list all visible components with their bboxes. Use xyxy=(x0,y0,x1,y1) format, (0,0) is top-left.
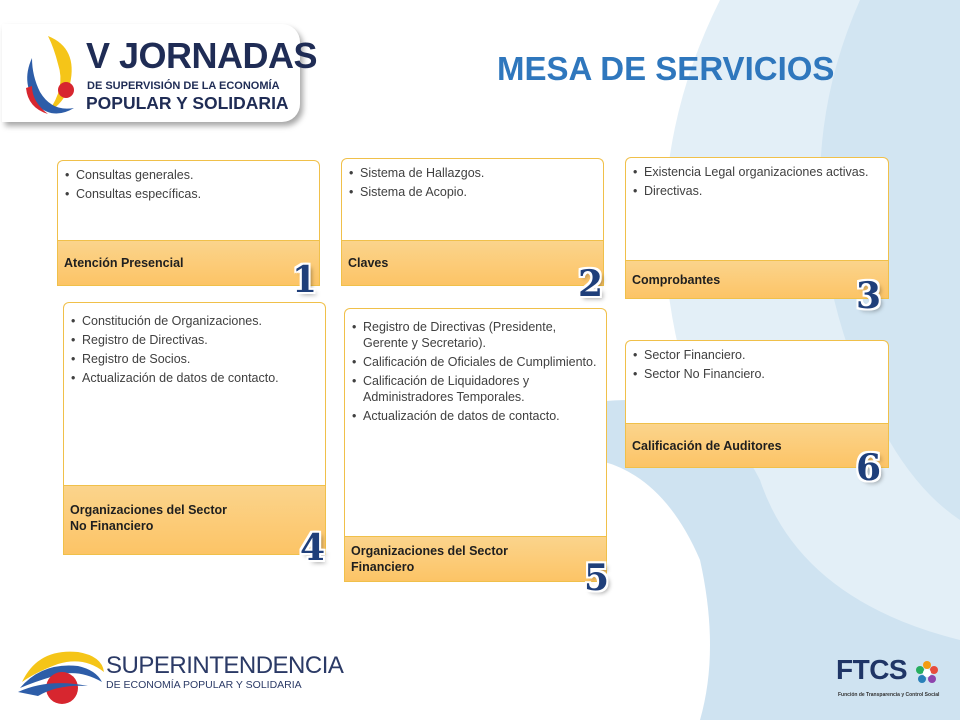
card-label-text: Atención Presencial xyxy=(64,256,184,270)
card-item-list xyxy=(348,165,595,200)
list-item: • Constitución de Organizaciones. xyxy=(70,313,317,329)
card-body xyxy=(57,160,320,240)
card-label-text: Comprobantes xyxy=(632,272,721,287)
card-item-list xyxy=(351,319,598,424)
card-label-line2: Financiero xyxy=(351,560,415,574)
ftcs-name: FTCS xyxy=(836,654,908,685)
service-card-6 xyxy=(625,340,889,468)
card-item-list xyxy=(64,167,311,202)
badge-number-2: 2 xyxy=(578,263,604,305)
card-label xyxy=(341,240,604,286)
card-label-line1: Organizaciones del Sector xyxy=(70,503,227,517)
badge-number-3: 3 xyxy=(856,275,882,317)
card-body xyxy=(625,157,889,260)
event-subtitle-line1: DE SUPERVISIÓN DE LA ECONOMÍA xyxy=(87,80,280,92)
service-card-1 xyxy=(57,160,320,286)
card-body xyxy=(341,158,604,240)
event-logo-mark-icon xyxy=(18,28,84,120)
superintendencia-subtitle: DE ECONOMÍA POPULAR Y SOLIDARIA xyxy=(106,679,302,691)
list-item: • Sector No Financiero. xyxy=(632,366,880,382)
card-body xyxy=(63,302,326,485)
card-body xyxy=(625,340,889,423)
card-label xyxy=(625,423,889,468)
list-item: • Registro de Socios. xyxy=(70,351,317,367)
list-item: • Consultas generales. xyxy=(64,167,311,183)
card-label-text: Claves xyxy=(348,256,389,270)
list-item: • Directivas. xyxy=(632,183,880,199)
badge-number-4: 4 xyxy=(300,527,326,569)
page-title: MESA DE SERVICIOS xyxy=(497,50,835,87)
list-item: • Actualización de datos de contacto. xyxy=(70,370,317,386)
list-item: • Registro de Directivas. xyxy=(70,332,317,348)
card-label-line2: No Financiero xyxy=(70,519,154,533)
event-subtitle-line2: POPULAR Y SOLIDARIA xyxy=(86,93,289,113)
card-item-list xyxy=(632,347,880,382)
card-label xyxy=(57,240,320,286)
list-item: • Actualización de datos de contacto. xyxy=(351,408,598,424)
badge-number-5: 5 xyxy=(584,557,610,599)
card-item-list xyxy=(632,164,880,199)
service-card-4 xyxy=(63,302,326,555)
list-item: • Calificación de Liquidadores y Administradores Temporales. xyxy=(351,373,598,405)
ftcs-logo xyxy=(836,652,946,708)
card-label-line1: Organizaciones del Sector xyxy=(351,544,508,558)
service-card-2 xyxy=(341,158,604,286)
list-item: • Existencia Legal organizaciones activas. xyxy=(632,164,880,180)
card-body xyxy=(344,308,607,536)
list-item: • Sector Financiero. xyxy=(632,347,880,363)
badge-number-1: 1 xyxy=(292,259,318,301)
card-label-text: Calificación de Auditores xyxy=(632,438,782,453)
badge-number-6: 6 xyxy=(856,447,882,489)
card-item-list xyxy=(70,313,317,386)
event-title: V JORNADAS xyxy=(86,35,318,76)
list-item: • Sistema de Acopio. xyxy=(348,184,595,200)
list-item: • Calificación de Oficiales de Cumplimiento. xyxy=(351,354,598,370)
card-label xyxy=(344,536,607,582)
service-card-3 xyxy=(625,157,889,299)
superintendencia-name: SUPERINTENDENCIA xyxy=(106,652,344,679)
list-item: • Sistema de Hallazgos. xyxy=(348,165,595,181)
list-item: • Registro de Directivas (Presidente, Gerente y Secretario). xyxy=(351,319,598,351)
ftcs-subtitle: Función de Transparencia y Control Social xyxy=(838,692,940,698)
card-label xyxy=(625,260,889,299)
event-logo xyxy=(2,24,318,122)
ftcs-flower-icon xyxy=(914,660,940,686)
superintendencia-mark-icon xyxy=(18,642,104,706)
service-card-5 xyxy=(344,308,607,582)
card-label xyxy=(63,485,326,555)
superintendencia-logo xyxy=(18,640,344,710)
list-item: • Consultas específicas. xyxy=(64,186,311,202)
